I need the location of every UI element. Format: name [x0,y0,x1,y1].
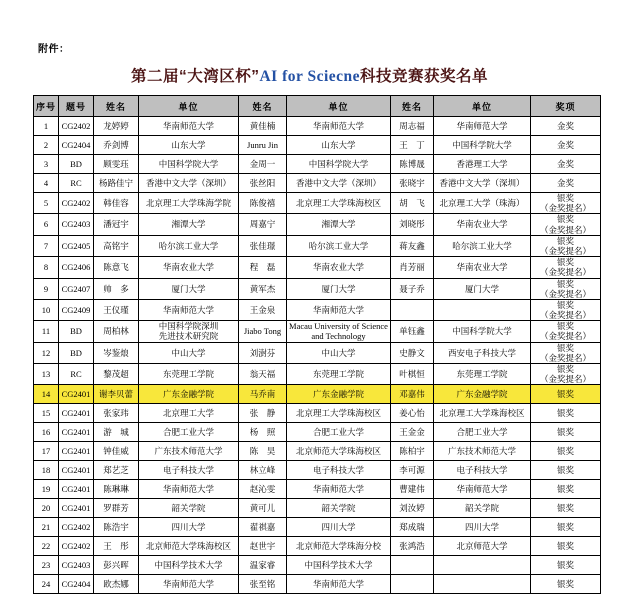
unit-2: 华南农业大学 [287,257,391,278]
unit-1: 北京师范大学珠海校区 [139,537,239,556]
unit-1: 华南师范大学 [139,299,239,320]
award: 银奖 [531,480,601,499]
award: 银奖 [531,518,601,537]
name-3: 蒋友鑫 [391,235,434,256]
name-3: 张晓宇 [391,174,434,193]
row-no: 11 [34,321,59,342]
row-no: 20 [34,499,59,518]
name-2: 黄可儿 [239,499,287,518]
name-3: 李可源 [391,461,434,480]
unit-2: 合肥工业大学 [287,423,391,442]
row-no: 2 [34,136,59,155]
unit-3: 广东金融学院 [434,385,531,404]
unit-2: Macau University of Science and Technology [287,321,391,342]
unit-2: 厦门大学 [287,278,391,299]
award: 银奖 （金奖提名） [531,321,601,342]
award: 银奖 （金奖提名） [531,214,601,235]
name-3: 周志福 [391,117,434,136]
unit-2: 电子科技大学 [287,461,391,480]
unit-1: 中山大学 [139,342,239,363]
table-row [34,214,601,235]
name-1: 周柏林 [94,321,139,342]
unit-2: 北京理工大学珠海校区 [287,404,391,423]
name-2: Jiabo Tong [239,321,287,342]
name-1: 谢李贝蕾 [94,385,139,404]
table-row [34,461,601,480]
name-2: 张丝阳 [239,174,287,193]
row-no: 19 [34,480,59,499]
name-2: 赵世宇 [239,537,287,556]
name-2: 陈 昊 [239,442,287,461]
name-2: 周嘉宁 [239,214,287,235]
unit-1: 华南师范大学 [139,117,239,136]
unit-3: 香港理工大学 [434,155,531,174]
name-1: 郑艺芝 [94,461,139,480]
unit-2: 华南师范大学 [287,575,391,594]
unit-1: 中国科学院大学 [139,155,239,174]
table-row [34,480,601,499]
unit-3 [434,299,531,320]
unit-3: 韶关学院 [434,499,531,518]
column-header-unit3: 单位 [434,96,531,117]
unit-2: 中山大学 [287,342,391,363]
name-2: 翟祺嘉 [239,518,287,537]
row-no: 23 [34,556,59,575]
column-header-unit2: 单位 [287,96,391,117]
row-no: 14 [34,385,59,404]
award: 银奖 [531,442,601,461]
row-no: 3 [34,155,59,174]
name-1: 顾雯珏 [94,155,139,174]
name-3: 肖芳丽 [391,257,434,278]
unit-3: 广东技术师范大学 [434,442,531,461]
problem-code: CG2402 [59,193,94,214]
table-row [34,342,601,363]
table-row [34,299,601,320]
problem-code: CG2409 [59,299,94,320]
problem-code: CG2401 [59,404,94,423]
award: 银奖 [531,423,601,442]
problem-code: CG2401 [59,461,94,480]
name-2: 林立峰 [239,461,287,480]
unit-3: 厦门大学 [434,278,531,299]
name-2: 张至铭 [239,575,287,594]
unit-3: 中国科学院大学 [434,321,531,342]
award: 银奖 （金奖提名） [531,257,601,278]
title-latin: AI for Sciecne [259,68,361,85]
problem-code: CG2404 [59,575,94,594]
award: 金奖 [531,136,601,155]
award-table-body [34,117,601,594]
table-row [34,235,601,256]
problem-code: CG2401 [59,442,94,461]
row-no: 10 [34,299,59,320]
name-2: 杨 照 [239,423,287,442]
name-3: 张鸿浩 [391,537,434,556]
row-no: 1 [34,117,59,136]
award: 银奖 （金奖提名） [531,193,601,214]
row-no: 7 [34,235,59,256]
unit-1: 山东大学 [139,136,239,155]
problem-code: CG2401 [59,499,94,518]
name-1: 帅 多 [94,278,139,299]
row-no: 15 [34,404,59,423]
award: 银奖 （金奖提名） [531,364,601,385]
award: 金奖 [531,174,601,193]
unit-1: 合肥工业大学 [139,423,239,442]
table-row [34,174,601,193]
row-no: 6 [34,214,59,235]
name-1: 韩佳容 [94,193,139,214]
name-3: 郑成瑞 [391,518,434,537]
problem-code: CG2401 [59,385,94,404]
column-header-no: 序号 [34,96,59,117]
name-3: 叶棋恒 [391,364,434,385]
problem-code: CG2405 [59,235,94,256]
name-2: 刘澍芬 [239,342,287,363]
problem-code: CG2406 [59,257,94,278]
award: 银奖 [531,556,601,575]
name-3: 王 丁 [391,136,434,155]
unit-2: 山东大学 [287,136,391,155]
name-1: 王 彤 [94,537,139,556]
unit-2: 韶关学院 [287,499,391,518]
name-2: Junru Jin [239,136,287,155]
unit-1: 韶关学院 [139,499,239,518]
award: 银奖 [531,575,601,594]
unit-3: 中国科学院大学 [434,136,531,155]
unit-1: 华南师范大学 [139,480,239,499]
unit-2: 中国科学院大学 [287,155,391,174]
table-row [34,556,601,575]
problem-code: CG2401 [59,480,94,499]
unit-3: 华南师范大学 [434,117,531,136]
row-no: 18 [34,461,59,480]
award: 银奖 （金奖提名） [531,235,601,256]
award: 银奖 [531,404,601,423]
table-row [34,442,601,461]
unit-3: 华南师范大学 [434,480,531,499]
name-3 [391,299,434,320]
name-1: 龙婷婷 [94,117,139,136]
problem-code: BD [59,155,94,174]
row-no: 16 [34,423,59,442]
column-header-award: 奖项 [531,96,601,117]
title-suffix: 科技竞赛获奖名单 [360,68,489,85]
row-no: 12 [34,342,59,363]
name-1: 陈意飞 [94,257,139,278]
row-no: 13 [34,364,59,385]
row-no: 8 [34,257,59,278]
table-row [34,117,601,136]
name-2: 陈俊禧 [239,193,287,214]
name-3: 王金金 [391,423,434,442]
table-row [34,136,601,155]
unit-1: 电子科技大学 [139,461,239,480]
problem-code: RC [59,174,94,193]
row-no: 24 [34,575,59,594]
column-header-unit1: 单位 [139,96,239,117]
table-row [34,278,601,299]
unit-3: 北京理工大学（珠海） [434,193,531,214]
unit-3: 华南农业大学 [434,257,531,278]
unit-1: 北京理工大学珠海学院 [139,193,239,214]
column-header-name3: 姓名 [391,96,434,117]
table-row [34,364,601,385]
problem-code: CG2402 [59,537,94,556]
problem-code: CG2403 [59,214,94,235]
name-3 [391,575,434,594]
unit-3: 电子科技大学 [434,461,531,480]
unit-3: 合肥工业大学 [434,423,531,442]
problem-code: CG2402 [59,117,94,136]
unit-2: 哈尔滨工业大学 [287,235,391,256]
unit-2: 华南师范大学 [287,117,391,136]
unit-2: 北京师范大学珠海分校 [287,537,391,556]
unit-2: 东莞理工学院 [287,364,391,385]
table-row [34,499,601,518]
problem-code: CG2407 [59,278,94,299]
unit-1: 华南农业大学 [139,257,239,278]
row-no: 9 [34,278,59,299]
unit-1: 湘潭大学 [139,214,239,235]
row-no: 22 [34,537,59,556]
award: 银奖 （金奖提名） [531,342,601,363]
table-row [34,423,601,442]
unit-3: 东莞理工学院 [434,364,531,385]
unit-3: 北京理工大学珠海校区 [434,404,531,423]
page-title [0,64,619,86]
problem-code: RC [59,364,94,385]
unit-2: 香港中文大学（深圳） [287,174,391,193]
unit-3 [434,575,531,594]
table-row-highlighted [34,385,601,404]
name-1: 张家玮 [94,404,139,423]
name-1: 游 城 [94,423,139,442]
name-1: 乔剑博 [94,136,139,155]
table-row [34,575,601,594]
table-row [34,404,601,423]
unit-3: 华南农业大学 [434,214,531,235]
attachment-label: 附件： [38,44,70,55]
unit-2: 北京理工大学珠海校区 [287,193,391,214]
name-2: 翁天福 [239,364,287,385]
unit-3: 北京师范大学 [434,537,531,556]
award: 银奖 [531,499,601,518]
unit-2: 北京师范大学珠海校区 [287,442,391,461]
name-1: 钟佳威 [94,442,139,461]
name-1: 陈琳琳 [94,480,139,499]
table-row [34,155,601,174]
award: 银奖 [531,537,601,556]
name-1: 罗群芳 [94,499,139,518]
table-row [34,537,601,556]
problem-code: BD [59,342,94,363]
name-1: 岑鉴烺 [94,342,139,363]
table-row [34,518,601,537]
unit-3: 香港中文大学（深圳） [434,174,531,193]
name-3: 刘汝婷 [391,499,434,518]
row-no: 17 [34,442,59,461]
unit-3: 哈尔滨工业大学 [434,235,531,256]
name-1: 彭兴晖 [94,556,139,575]
unit-1: 香港中文大学（深圳） [139,174,239,193]
unit-1: 厦门大学 [139,278,239,299]
problem-code: CG2402 [59,518,94,537]
unit-1: 哈尔滨工业大学 [139,235,239,256]
table-row [34,321,601,342]
award: 银奖 （金奖提名） [531,299,601,320]
award: 金奖 [531,117,601,136]
name-3: 聂子乔 [391,278,434,299]
award: 银奖 [531,461,601,480]
row-no: 21 [34,518,59,537]
name-3: 曹建伟 [391,480,434,499]
table-row [34,257,601,278]
name-1: 王仪瑾 [94,299,139,320]
name-3 [391,556,434,575]
column-header-name2: 姓名 [239,96,287,117]
column-header-name1: 姓名 [94,96,139,117]
unit-1: 东莞理工学院 [139,364,239,385]
unit-1: 中国科学技术大学 [139,556,239,575]
award-table [33,95,601,594]
name-2: 张佳璟 [239,235,287,256]
unit-3: 四川大学 [434,518,531,537]
award: 银奖 （金奖提名） [531,278,601,299]
unit-2: 中国科学技术大学 [287,556,391,575]
unit-3 [434,556,531,575]
unit-1: 华南师范大学 [139,575,239,594]
unit-1: 广东金融学院 [139,385,239,404]
unit-1: 北京理工大学 [139,404,239,423]
name-3: 单钰鑫 [391,321,434,342]
name-3: 姜心怡 [391,404,434,423]
problem-code: CG2403 [59,556,94,575]
name-2: 温家睿 [239,556,287,575]
name-1: 高铭宇 [94,235,139,256]
award: 银奖 [531,385,601,404]
name-3: 胡 飞 [391,193,434,214]
name-3: 陈博晟 [391,155,434,174]
unit-2: 四川大学 [287,518,391,537]
unit-2: 华南师范大学 [287,299,391,320]
name-2: 黄佳楠 [239,117,287,136]
name-2: 黄军杰 [239,278,287,299]
name-2: 马乔南 [239,385,287,404]
problem-code: CG2404 [59,136,94,155]
problem-code: BD [59,321,94,342]
problem-code: CG2401 [59,423,94,442]
name-2: 金周一 [239,155,287,174]
row-no: 5 [34,193,59,214]
name-3: 史静文 [391,342,434,363]
name-1: 欧杰娜 [94,575,139,594]
name-2: 赵沁雯 [239,480,287,499]
header-row [34,96,601,117]
name-2: 张 静 [239,404,287,423]
row-no: 4 [34,174,59,193]
name-3: 陈柏宇 [391,442,434,461]
name-1: 潘冠宇 [94,214,139,235]
unit-2: 广东金融学院 [287,385,391,404]
name-1: 黎茂超 [94,364,139,385]
name-2: 王金泉 [239,299,287,320]
name-3: 刘晓彤 [391,214,434,235]
name-1: 杨路佳宁 [94,174,139,193]
unit-1: 广东技术师范大学 [139,442,239,461]
column-header-code: 题号 [59,96,94,117]
unit-3: 西安电子科技大学 [434,342,531,363]
unit-2: 湘潭大学 [287,214,391,235]
name-3: 邓嘉伟 [391,385,434,404]
unit-1: 中国科学院深圳 先进技术研究院 [139,321,239,342]
title-prefix: 第二届“大湾区杯” [130,68,260,85]
unit-1: 四川大学 [139,518,239,537]
unit-2: 华南师范大学 [287,480,391,499]
table-row [34,193,601,214]
name-2: 程 磊 [239,257,287,278]
name-1: 陈浩宇 [94,518,139,537]
award: 金奖 [531,155,601,174]
